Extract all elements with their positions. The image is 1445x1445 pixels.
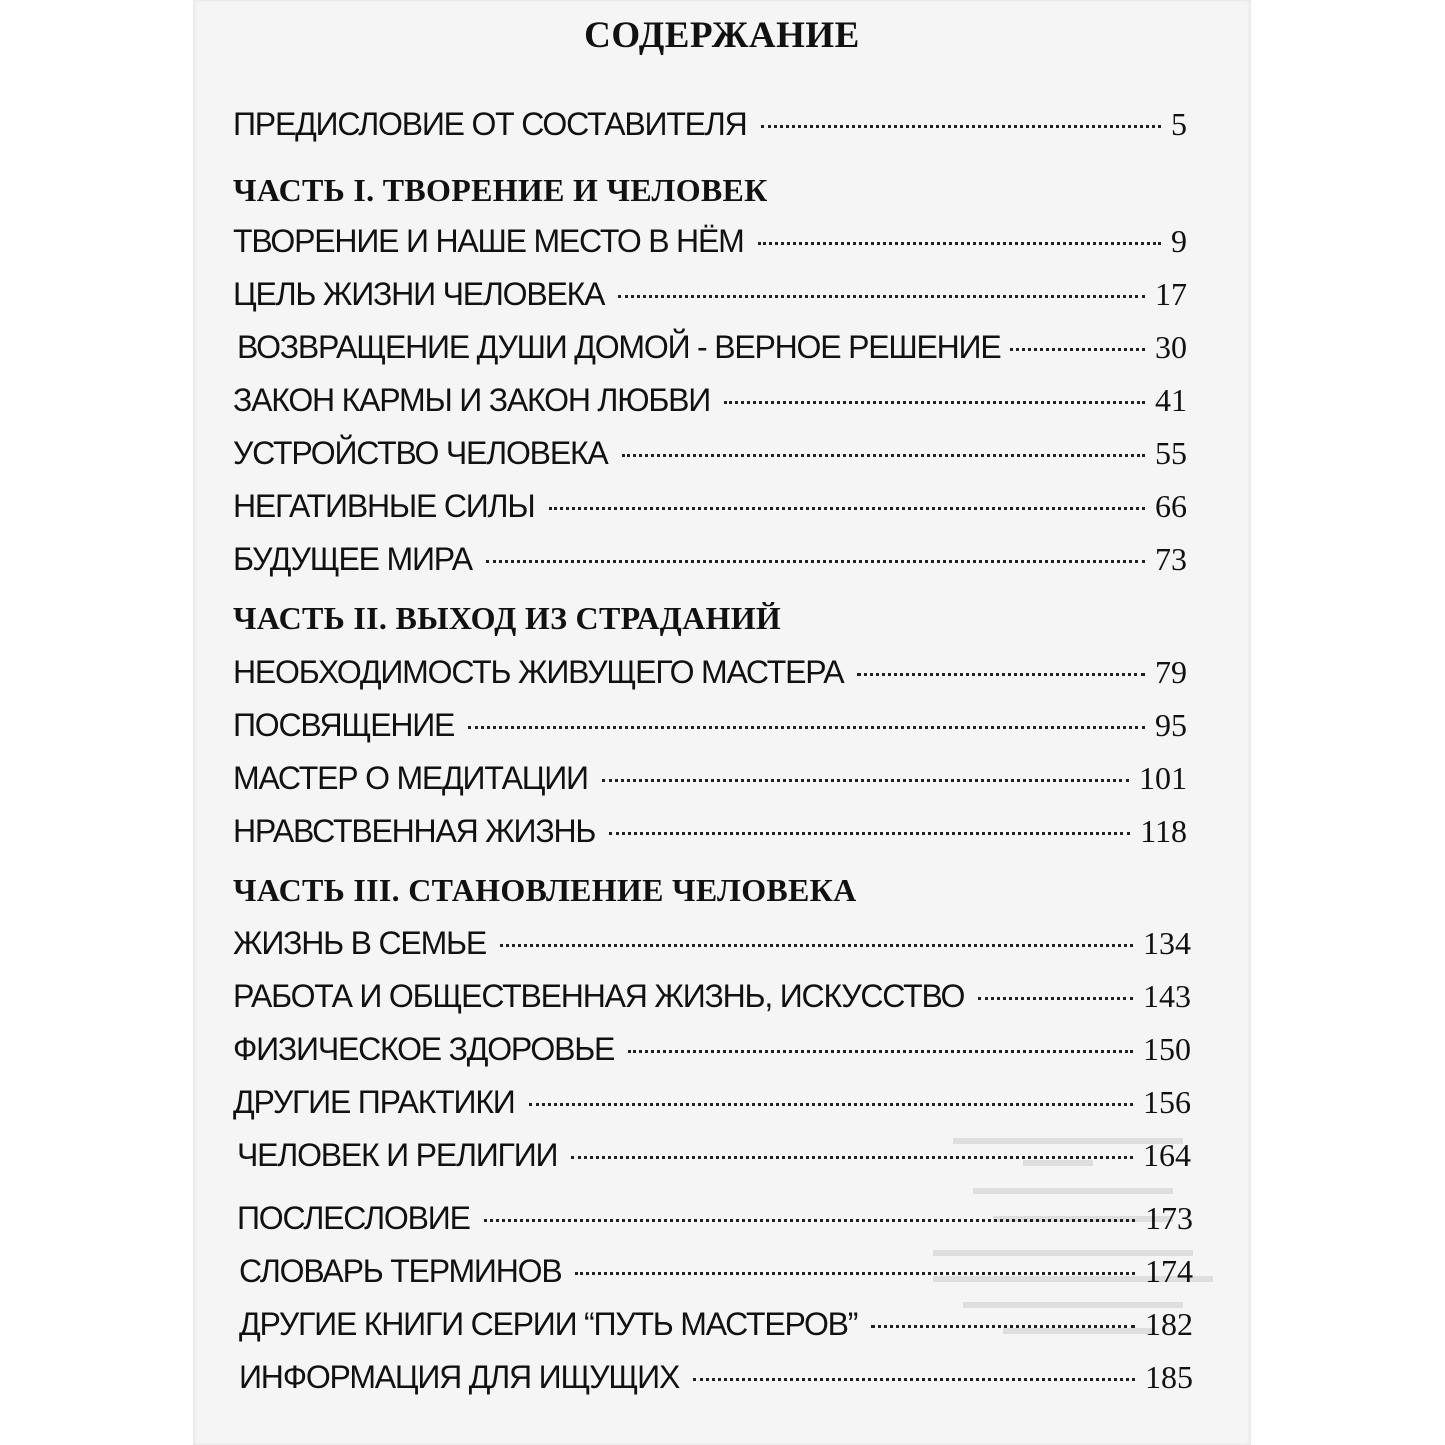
dot-leader [628,1050,1133,1053]
toc-entry-label: ФИЗИЧЕСКОЕ ЗДОРОВЬЕ [233,1031,615,1067]
toc-entry-page: 9 [1171,223,1187,259]
dot-leader [857,673,1145,676]
dot-leader [622,454,1145,457]
page-title: СОДЕРЖАНИЕ [584,15,860,56]
toc-entry-label: ПРЕДИСЛОВИЕ ОТ СОСТАВИТЕЛЯ [233,106,747,142]
part-heading-3: ЧАСТЬ III. СТАНОВЛЕНИЕ ЧЕЛОВЕКА [233,872,857,908]
toc-entry-page: 17 [1155,276,1187,312]
toc-entry-page: 101 [1139,760,1187,796]
toc-entry-label: УСТРОЙСТВО ЧЕЛОВЕКА [233,435,608,471]
toc-entry-label: ПОСВЯЩЕНИЕ [233,707,455,743]
toc-entry [237,329,1187,373]
toc-entry-page: 73 [1155,541,1187,577]
part-heading-1: ЧАСТЬ I. ТВОРЕНИЕ И ЧЕЛОВЕК [233,172,768,208]
show-through-print [933,1130,1233,1360]
toc-entry-label: БУДУЩЕЕ МИРА [233,541,472,577]
toc-entry-page: 164 [1143,1137,1191,1173]
toc-entry-label: РАБОТА И ОБЩЕСТВЕННАЯ ЖИЗНЬ, ИСКУССТВО [233,978,965,1014]
dot-leader [468,726,1145,729]
toc-entry-page: 118 [1140,813,1187,849]
toc-entry [233,925,1191,969]
toc-entry [233,1031,1191,1075]
toc-entry-label: СЛОВАРЬ ТЕРМИНОВ [239,1253,562,1289]
toc-entry [233,760,1187,804]
dot-leader [758,242,1161,245]
book-page [193,0,1251,1445]
toc-entry [233,707,1187,751]
dot-leader [529,1103,1133,1106]
dot-leader [724,401,1145,404]
toc-entry-label: МАСТЕР О МЕДИТАЦИИ [233,760,588,796]
toc-entry-page: 182 [1145,1306,1193,1342]
dot-leader [1010,348,1145,351]
toc-entry [233,654,1187,698]
toc-entry-page: 185 [1145,1359,1193,1395]
toc-entry-label: ЦЕЛЬ ЖИЗНИ ЧЕЛОВЕКА [233,276,605,312]
toc-entry-label: ЖИЗНЬ В СЕМЬЕ [233,925,486,961]
toc-entry-page: 79 [1155,654,1187,690]
toc-entry-page: 134 [1143,925,1191,961]
toc-entry-page: 150 [1143,1031,1191,1067]
toc-entry-label: ТВОРЕНИЕ И НАШЕ МЕСТО В НЁМ [233,223,744,259]
toc-entry-label: НРАВСТВЕННАЯ ЖИЗНЬ [233,813,596,849]
toc-entry [233,223,1187,267]
dot-leader [761,125,1161,128]
toc-entry-preface [233,106,1187,150]
toc-entry-seekers-info [239,1359,1193,1403]
toc-entry [233,488,1187,532]
dot-leader [500,944,1133,947]
toc-entry-label: ЗАКОН КАРМЫ И ЗАКОН ЛЮБВИ [233,382,711,418]
toc-entry [233,382,1187,426]
toc-entry [233,541,1187,585]
toc-entry-label: НЕОБХОДИМОСТЬ ЖИВУЩЕГО МАСТЕРА [233,654,844,690]
toc-entry-page: 55 [1155,435,1187,471]
toc-entry-page: 5 [1171,106,1187,142]
toc-entry-page: 95 [1155,707,1187,743]
dot-leader [978,997,1133,1000]
toc-entry [233,435,1187,479]
part-heading-2: ЧАСТЬ II. ВЫХОД ИЗ СТРАДАНИЙ [233,600,782,636]
toc-entry-page: 174 [1145,1253,1193,1289]
toc-entry-page: 173 [1145,1200,1193,1236]
toc-entry-label: ИНФОРМАЦИЯ ДЛЯ ИЩУЩИХ [239,1359,680,1395]
toc-entry [233,813,1187,857]
toc-entry-page: 41 [1155,382,1187,418]
dot-leader [618,295,1145,298]
toc-entry-label: ДРУГИЕ ПРАКТИКИ [233,1084,515,1120]
toc-entry [233,276,1187,320]
toc-entry-label: ПОСЛЕСЛОВИЕ [237,1200,470,1236]
toc-entry-label: НЕГАТИВНЫЕ СИЛЫ [233,488,535,524]
dot-leader [609,832,1130,835]
toc-entry-page: 66 [1155,488,1187,524]
toc-entry [233,1084,1191,1128]
toc-entry-page: 143 [1143,978,1191,1014]
dot-leader [549,507,1146,510]
toc-entry-page: 30 [1155,329,1187,365]
toc-entry-label: ВОЗВРАЩЕНИЕ ДУШИ ДОМОЙ - ВЕРНОЕ РЕШЕНИЕ [237,329,1001,365]
dot-leader [693,1378,1135,1381]
dot-leader [486,560,1145,563]
dot-leader [602,779,1129,782]
toc-entry-label: ЧЕЛОВЕК И РЕЛИГИИ [237,1137,558,1173]
toc-entry [233,978,1191,1022]
toc-entry-page: 156 [1143,1084,1191,1120]
toc-entry-label: ДРУГИЕ КНИГИ СЕРИИ “ПУТЬ МАСТЕРОВ” [239,1306,858,1342]
